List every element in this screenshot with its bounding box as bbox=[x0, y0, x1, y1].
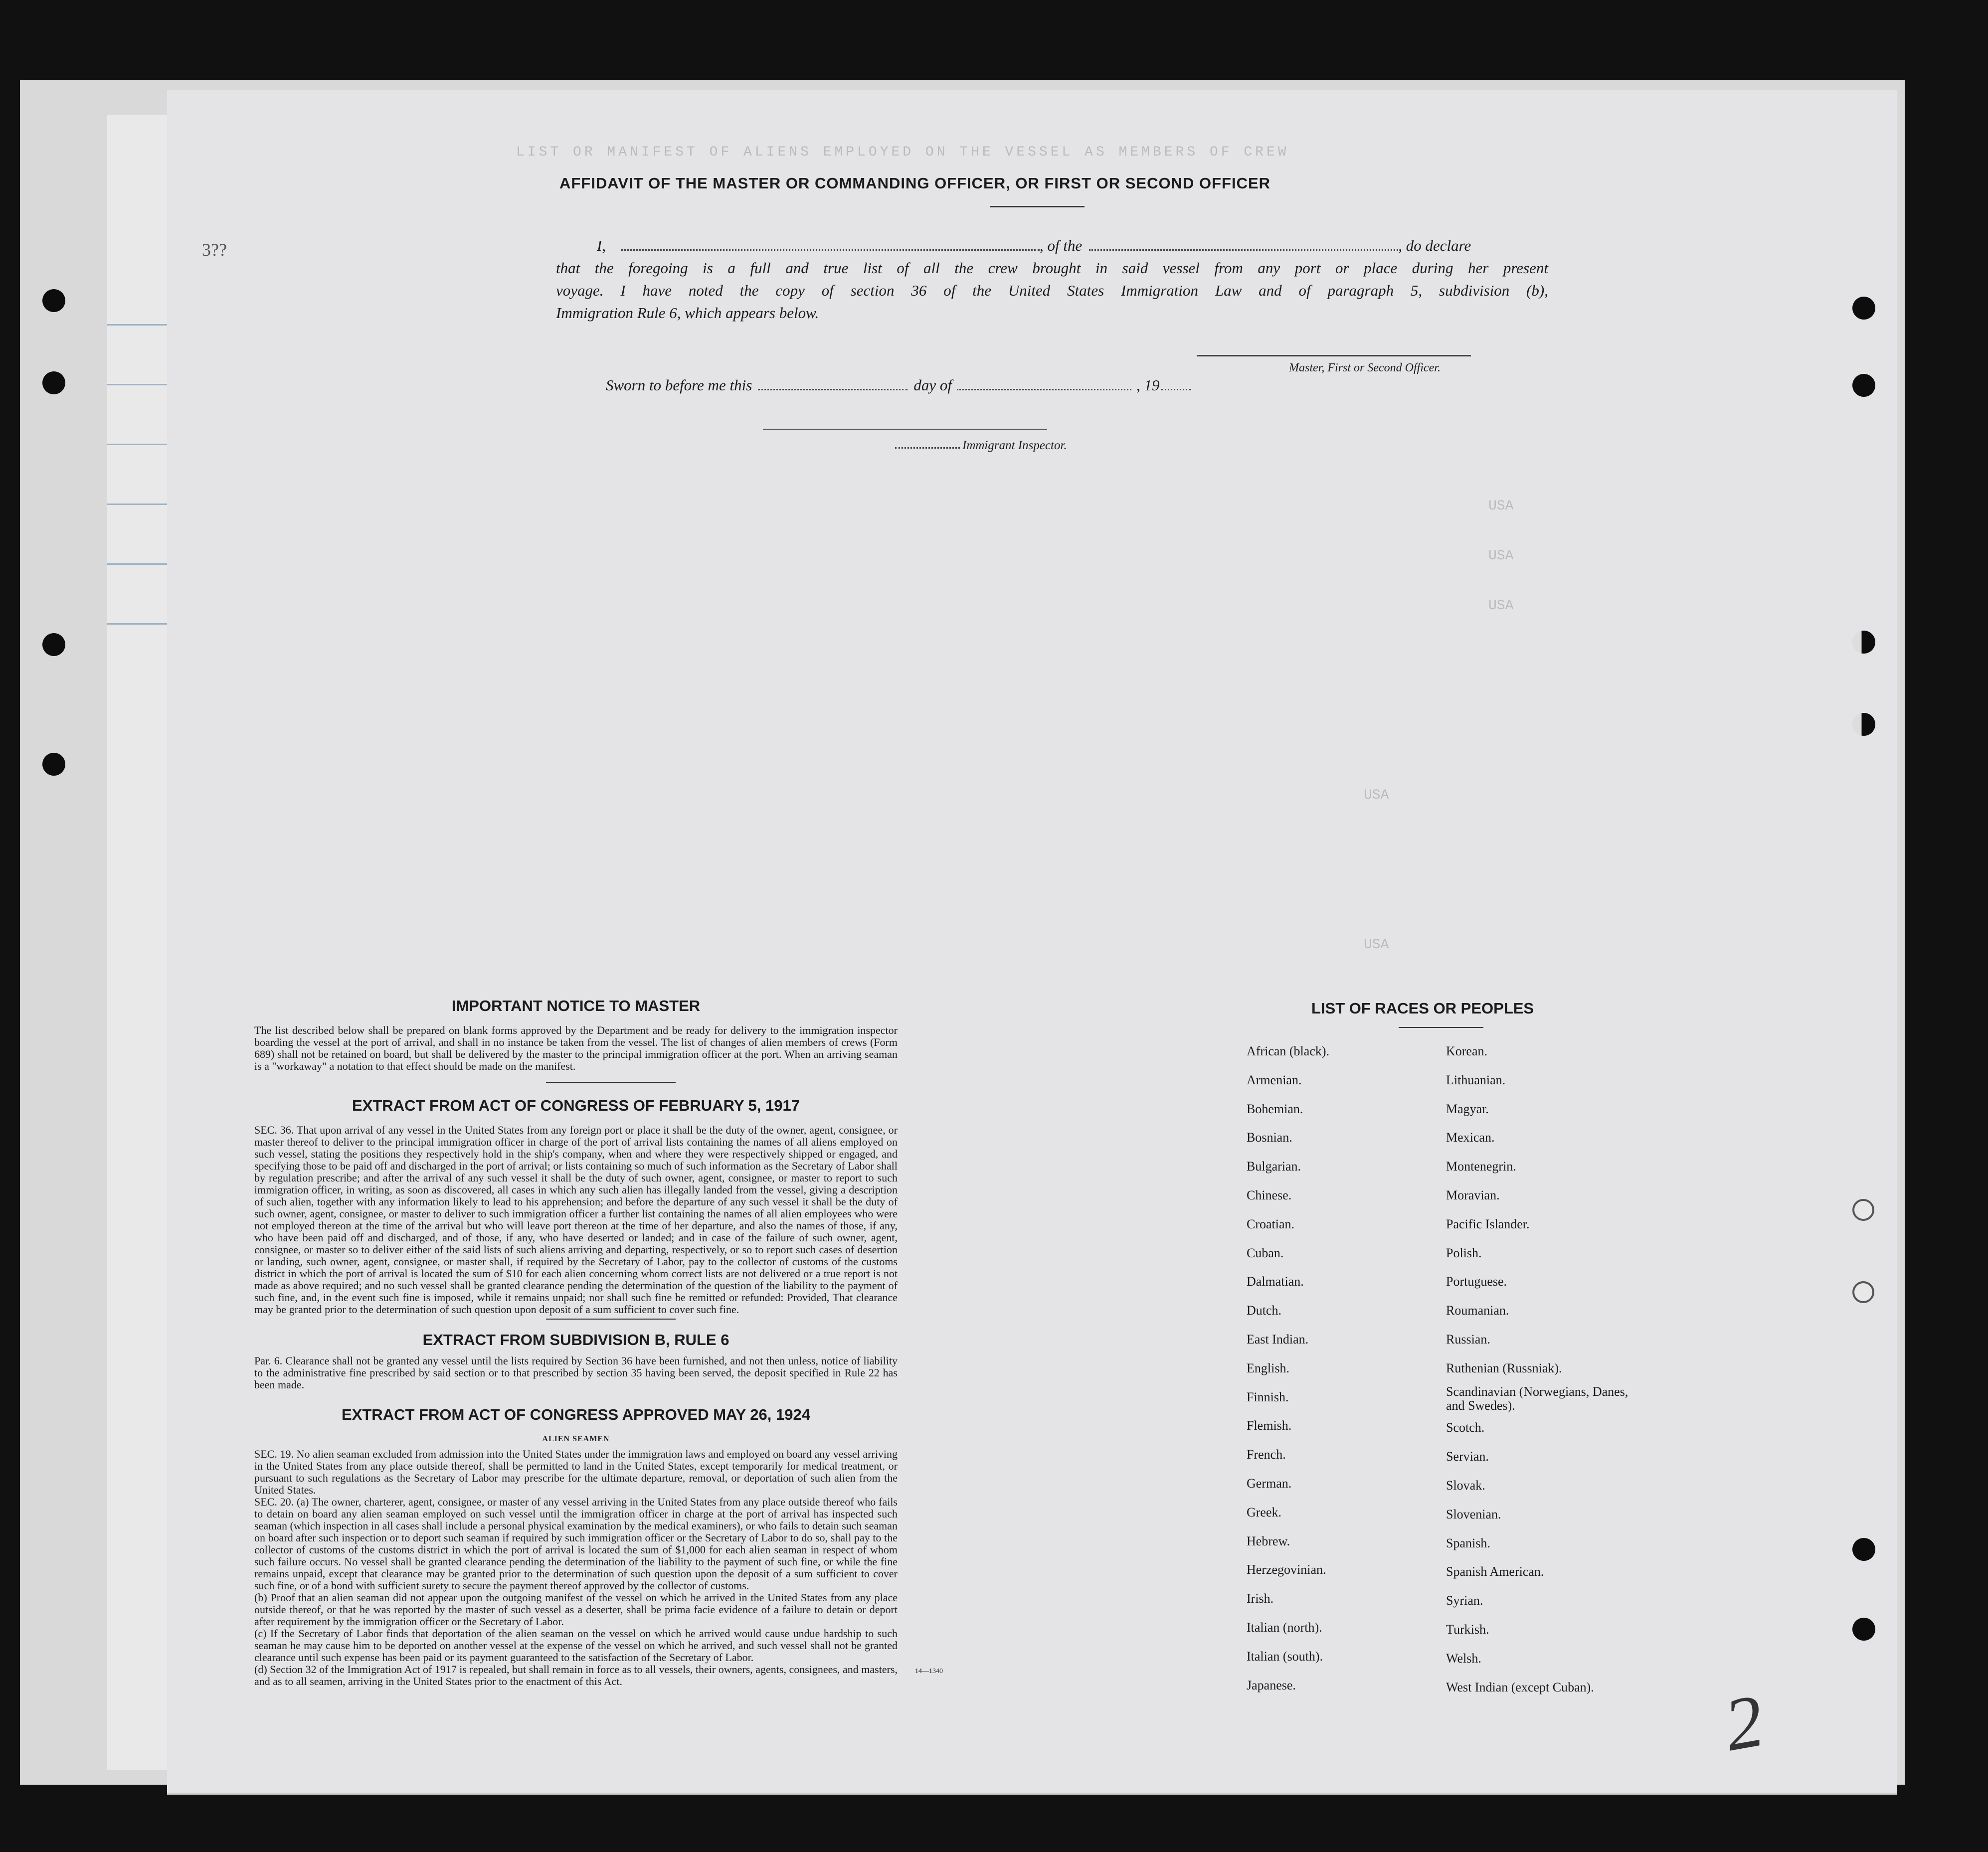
races-right-column bbox=[1446, 1037, 1630, 1701]
divider bbox=[990, 206, 1084, 207]
affidavit-line: that the foregoing is a full and true list of all the crew brought in said vessel from any port or place during her present bbox=[556, 259, 1548, 277]
signature-line[interactable] bbox=[1197, 355, 1471, 356]
notice-body: The list described below shall be prepared on blank forms approved by the Department and be ready for delivery to the immigration inspector boarding the vessel at the port of arrival, and shall in no instance be taken from the vessel. The list of changes of alien members of crews (Form 689) shall not be retained on board, but shall be delivered by the master to the principal immigration officer at the port. When an arriving seaman is a "workaway" a notation to that effect should be made on the manifest. bbox=[254, 1024, 898, 1072]
punch-hole bbox=[1852, 297, 1875, 320]
race-item: Roumanian. bbox=[1446, 1303, 1509, 1318]
race-item: Ruthenian (Russniak). bbox=[1446, 1360, 1562, 1375]
punch-hole bbox=[42, 633, 65, 656]
race-item: East Indian. bbox=[1247, 1332, 1309, 1347]
form-sheet bbox=[167, 90, 1897, 1795]
extract-1924-paragraph: SEC. 19. No alien seaman excluded from admission into the United States under the immigration laws and employed on board any vessel arriving in the United States from any place outside thereof, shall be permitted to land in the United States, except temporarily for medical treatment, or pursuant to such regulations as the Secretary of Labor may prescribe for the ultimate departure, removal, or deportation of such alien from the United States. bbox=[254, 1448, 898, 1496]
race-item: Portuguese. bbox=[1446, 1274, 1507, 1289]
master-name-field[interactable] bbox=[621, 239, 1040, 251]
race-item: Moravian. bbox=[1446, 1187, 1500, 1202]
race-item: Dalmatian. bbox=[1247, 1274, 1304, 1289]
sworn-line bbox=[606, 376, 1191, 394]
affidavit-i-label: I, bbox=[596, 237, 606, 254]
punch-hole bbox=[42, 289, 65, 312]
bleed-through-text: USA bbox=[1364, 937, 1389, 953]
race-item: Finnish. bbox=[1247, 1389, 1289, 1404]
handwritten-page-number: 2 bbox=[1718, 1679, 1770, 1767]
race-item: Dutch. bbox=[1247, 1303, 1282, 1318]
signature-label: Master, First or Second Officer. bbox=[1289, 361, 1441, 374]
race-item: Scandinavian (Norwegians, Danes, and Swedes). bbox=[1446, 1384, 1628, 1413]
punch-hole bbox=[1852, 1538, 1875, 1561]
race-item: Mexican. bbox=[1446, 1130, 1495, 1145]
inspector-dots bbox=[895, 447, 960, 449]
affidavit-of-the-label: , of the bbox=[1040, 237, 1083, 254]
extract-1924-paragraph: (c) If the Secretary of Labor finds that deportation of the alien seaman on the vessel on which he arrived would cause undue hardship to such seaman he may cause him to be deported on another vessel at the expense of the vessel on which he arrived, and such vessel shall not be granted clearance until such expense has been paid or its payment guaranteed to the satisfaction of the Secretary of Labor. bbox=[254, 1627, 898, 1664]
race-item: Bohemian. bbox=[1247, 1101, 1303, 1116]
extract-1924-title: EXTRACT FROM ACT OF CONGRESS APPROVED MAY 26, 1924 bbox=[342, 1406, 810, 1423]
race-item: German. bbox=[1247, 1476, 1292, 1491]
margin-pencil-mark: 3?? bbox=[202, 240, 227, 260]
race-item: Slovenian. bbox=[1446, 1507, 1501, 1521]
sworn-prefix: Sworn to before me this bbox=[606, 376, 752, 394]
punch-hole bbox=[1852, 374, 1875, 397]
race-item: Servian. bbox=[1446, 1449, 1489, 1464]
race-item: Welsh. bbox=[1446, 1651, 1481, 1666]
affidavit-declare-label: , do declare bbox=[1398, 237, 1471, 254]
bleed-through-text: USA bbox=[1488, 548, 1514, 564]
race-item: Cuban. bbox=[1247, 1245, 1284, 1260]
race-item: Italian (north). bbox=[1247, 1620, 1322, 1635]
sworn-day-label: day of bbox=[913, 376, 952, 394]
race-item: Turkish. bbox=[1446, 1622, 1489, 1637]
sworn-day-field[interactable] bbox=[758, 379, 907, 390]
race-item: Slovak. bbox=[1446, 1478, 1485, 1493]
bleed-through-text: USA bbox=[1364, 788, 1389, 803]
affidavit-body bbox=[556, 234, 1548, 324]
punch-hole bbox=[1852, 713, 1875, 736]
extract-1924-paragraph: (d) Section 32 of the Immigration Act of 1917 is repealed, but shall remain in force as to all vessels, their owners, agents, consignees, and masters, and as to all seamen, arriving in the United States prior to the enactment of this Act. bbox=[254, 1663, 898, 1687]
sworn-year-field[interactable] bbox=[1161, 379, 1191, 390]
race-item: French. bbox=[1247, 1447, 1286, 1462]
race-item: Scotch. bbox=[1446, 1420, 1485, 1435]
race-item: Bulgarian. bbox=[1247, 1159, 1301, 1174]
race-item: African (black). bbox=[1247, 1044, 1330, 1058]
extract-1924-body bbox=[254, 1448, 898, 1687]
extract-rule6-body: Par. 6. Clearance shall not be granted any vessel until the lists required by Section 36 have been furnished, and not then unless, notice of liability to the administrative fine prescribed by said section or to that prescribed by section 35 having been served, the deposit specified in Rule 22 has been made. bbox=[254, 1354, 898, 1391]
inspector-signature-line[interactable] bbox=[763, 429, 1047, 430]
sworn-year-label: , 19 bbox=[1136, 376, 1160, 394]
affidavit-line: Immigration Rule 6, which appears below. bbox=[556, 304, 819, 322]
race-item: Polish. bbox=[1446, 1245, 1482, 1260]
race-item: Spanish American. bbox=[1446, 1564, 1544, 1579]
race-item: Syrian. bbox=[1446, 1593, 1483, 1608]
race-item: Herzegovinian. bbox=[1247, 1562, 1326, 1577]
punch-hole bbox=[42, 753, 65, 776]
extract-1917-body: SEC. 36. That upon arrival of any vessel in the United States from any foreign port or place it shall be the duty of the owner, agent, consignee, or master thereof to deliver to the principal immigration officer in charge of the port of arrival lists containing the names of all aliens employed on such vessel, stating the positions they respectively hold in the ship's company, when and where they were respectively shipped or engaged, and specifying those to be paid off and discharged in the port of arrival; or lists containing so much of such information as the Secretary of Labor shall by regulation prescribe; and after the arrival of any such vessel it shall be the duty of such owner, agent, consignee, or master to report to such immigration officer, in writing, as soon as discovered, all cases in which any such alien has illegally landed from the vessel, giving a description of such alien, together with any information likely to lead to his apprehension; and before the departure of any such vessel it shall be the duty of such owner, agent, consignee, or master to deliver to such immigration officer a further list containing the names of all alien employees who were not employed thereon at the time of the arrival but who will leave port thereon at the time of her departure, and also the names of those, if any, who have been paid off and discharged, and of those, if any, who have deserted or landed; and in case of the failure of such owner, agent, consignee, or master so to deliver either of the said lists of such aliens arriving and departing, respectively, or so to report such cases of desertion or landing, such owner, agent, consignee, or master shall, if required by the Secretary of Labor, pay to the collector of customs of the customs district in which the port of arrival is located the sum of $10 for each alien concerning whom correct lists are not delivered or a true report is not made as above required; and no such vessel shall be granted clearance pending the determination of the question of the liability to the payment of such fine, and, in the event such fine is imposed, while it remains unpaid; nor shall such fine be remitted or refunded: Provided, That clearance may be granted prior to the determination of such question upon deposit of a sum sufficient to cover such fine. bbox=[254, 1124, 898, 1316]
extract-rule6-title: EXTRACT FROM SUBDIVISION B, RULE 6 bbox=[422, 1331, 729, 1348]
divider bbox=[1399, 1027, 1483, 1028]
race-item: Korean. bbox=[1446, 1044, 1488, 1058]
punch-hole bbox=[42, 371, 65, 394]
races-left-column bbox=[1247, 1037, 1329, 1699]
punch-hole bbox=[1852, 1618, 1875, 1641]
bleed-through-text: USA bbox=[1488, 598, 1514, 614]
race-item: Armenian. bbox=[1247, 1072, 1302, 1087]
race-item: Pacific Islander. bbox=[1446, 1216, 1530, 1231]
races-title: LIST OF RACES OR PEOPLES bbox=[1311, 1000, 1534, 1017]
race-item: Magyar. bbox=[1446, 1101, 1489, 1116]
extract-1924-paragraph: SEC. 20. (a) The owner, charterer, agent, consignee, or master of any vessel arriving in the United States from any place outside thereof who fails to detain on board any alien seaman employed on such vessel until the immigration officer in charge at the port of arrival has inspected such seaman (which inspection in all cases shall include a personal physical examination by the medical examiners), or who fails to detain such seaman on board after such inspection or to deport such seaman if required by such immigration officer or the Secretary of Labor to do so, shall pay to the collector of customs of the customs district in which the port of arrival is located the sum of $1,000 for each alien seaman in respect of whom such failure occurs. No vessel shall be granted clearance pending the determination of the liability to the payment of such fine, or while the fine remains unpaid, except that clearance may be granted prior to the determination of such question upon the deposit of a sum sufficient to cover such fine, or of a bond with sufficient surety to secure the payment thereof approved by the collector of customs. bbox=[254, 1496, 898, 1592]
divider bbox=[546, 1082, 676, 1083]
race-item: Croatian. bbox=[1247, 1216, 1295, 1231]
inspector-label: Immigrant Inspector. bbox=[962, 439, 1067, 452]
extract-1917-title: EXTRACT FROM ACT OF CONGRESS OF FEBRUARY 5, 1917 bbox=[352, 1097, 800, 1114]
sworn-month-field[interactable] bbox=[957, 379, 1131, 390]
form-code: 14—1340 bbox=[915, 1668, 943, 1675]
race-item: West Indian (except Cuban). bbox=[1446, 1680, 1594, 1694]
extract-1924-subtitle: ALIEN SEAMEN bbox=[542, 1435, 610, 1443]
punch-hole bbox=[1852, 1281, 1874, 1303]
bleed-through-text: LIST OR MANIFEST OF ALIENS EMPLOYED ON THE VESSEL AS MEMBERS OF CREW bbox=[516, 145, 1289, 160]
bleed-through-text: USA bbox=[1488, 499, 1514, 514]
race-item: Bosnian. bbox=[1247, 1130, 1292, 1145]
race-item: Japanese. bbox=[1247, 1678, 1296, 1692]
race-item: Flemish. bbox=[1247, 1418, 1292, 1433]
race-item: Lithuanian. bbox=[1446, 1072, 1506, 1087]
race-item: Chinese. bbox=[1247, 1187, 1292, 1202]
race-item: Russian. bbox=[1446, 1332, 1490, 1347]
extract-1924-paragraph: (b) Proof that an alien seaman did not appear upon the outgoing manifest of the vessel on which he arrived in the United States from any place outside thereof, or that he was reported by the master of such vessel as a deserter, shall be prima facie evidence of a failure to detain or deport after requirement by the immigration officer or the Secretary of Labor. bbox=[254, 1591, 898, 1628]
divider bbox=[546, 1319, 676, 1320]
vessel-name-field[interactable] bbox=[1089, 239, 1398, 251]
race-item: Irish. bbox=[1247, 1591, 1274, 1606]
race-item: Spanish. bbox=[1446, 1535, 1490, 1550]
affidavit-line: voyage. I have noted the copy of section 36 of the United States Immigration Law and of paragraph 5, subdivision (b), bbox=[556, 282, 1548, 299]
race-item: Hebrew. bbox=[1247, 1533, 1290, 1548]
race-item: Greek. bbox=[1247, 1505, 1282, 1519]
notice-title: IMPORTANT NOTICE TO MASTER bbox=[451, 997, 701, 1014]
punch-hole bbox=[1852, 1199, 1874, 1221]
race-item: Montenegrin. bbox=[1446, 1159, 1516, 1174]
race-item: Italian (south). bbox=[1247, 1649, 1323, 1664]
affidavit-title: AFFIDAVIT OF THE MASTER OR COMMANDING OFFICER, OR FIRST OR SECOND OFFICER bbox=[559, 174, 1271, 192]
race-item: English. bbox=[1247, 1360, 1289, 1375]
punch-hole bbox=[1852, 631, 1875, 654]
